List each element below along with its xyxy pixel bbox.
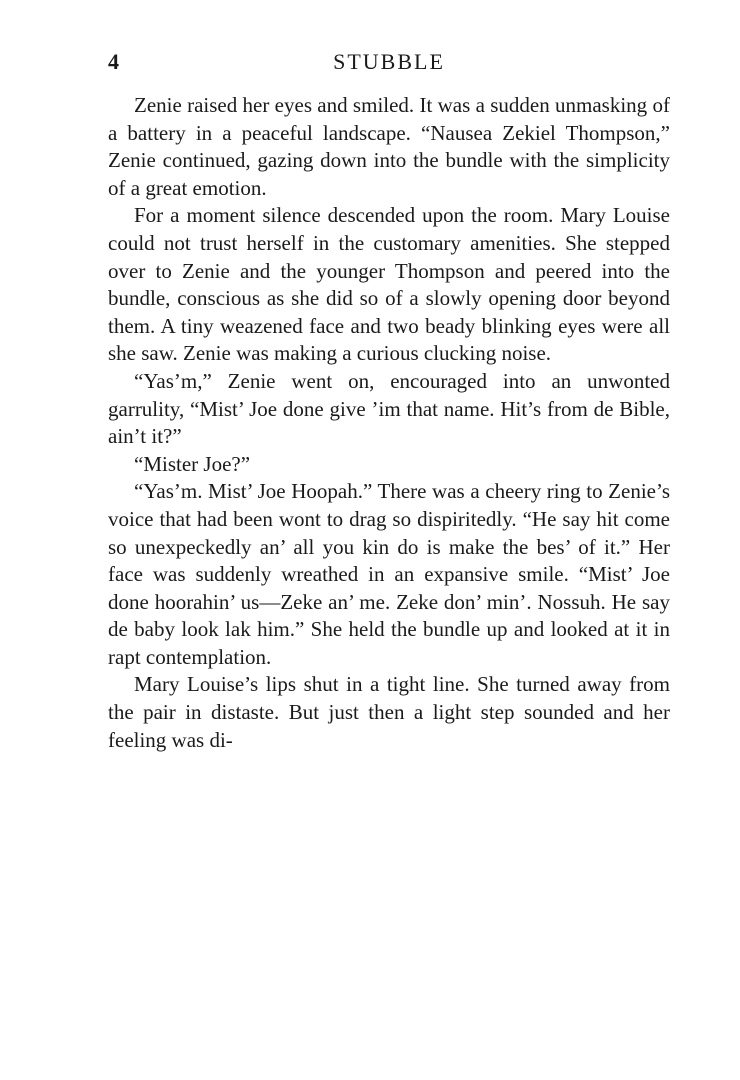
running-title: STUBBLE bbox=[333, 49, 445, 74]
paragraph: Mary Louise’s lips shut in a tight line. She turned away from the pair in distaste. But just then a light step sounded and her feeling was di- bbox=[108, 672, 670, 752]
paragraph: “Mister Joe?” bbox=[134, 451, 251, 476]
page-header bbox=[108, 49, 670, 79]
body-text bbox=[108, 92, 670, 754]
paragraph: “Yas’m. Mist’ Joe Hoopah.” There was a cheery ring to Zenie’s voice that had been wont to drag so dispiritedly. “He say hit come so unexpeckedly an’ all you kin do is make the bes’ of it.” Her face was suddenly wreathed in an expansive smile. “Mist’ Joe done hoorahin’ us—Zeke an’ me. Zeke don’ min’. Nossuh. He say de baby look lak him.” She held the bundle up and looked at it in rapt contemplation. bbox=[108, 479, 670, 669]
page-number: 4 bbox=[108, 49, 119, 74]
paragraph: For a moment silence descended upon the room. Mary Louise could not trust herself in the customary amenities. She stepped over to Zenie and the younger Thompson and peered into the bundle, conscious as she did so of a slowly opening door beyond them. A tiny weazened face and two beady blinking eyes were all she saw. Zenie was making a curious clucking noise. bbox=[108, 203, 670, 366]
paragraph: “Yas’m,” Zenie went on, encouraged into an unwonted garrulity, “Mist’ Joe done give ’im that name. Hit’s from de Bible, ain’t it?” bbox=[108, 368, 670, 449]
paragraph: Zenie raised her eyes and smiled. It was a sudden unmasking of a battery in a peaceful landscape. “Nausea Zekiel Thompson,” Zenie continued, gazing down into the bundle with the simplicity of a great emotion. bbox=[108, 93, 670, 200]
